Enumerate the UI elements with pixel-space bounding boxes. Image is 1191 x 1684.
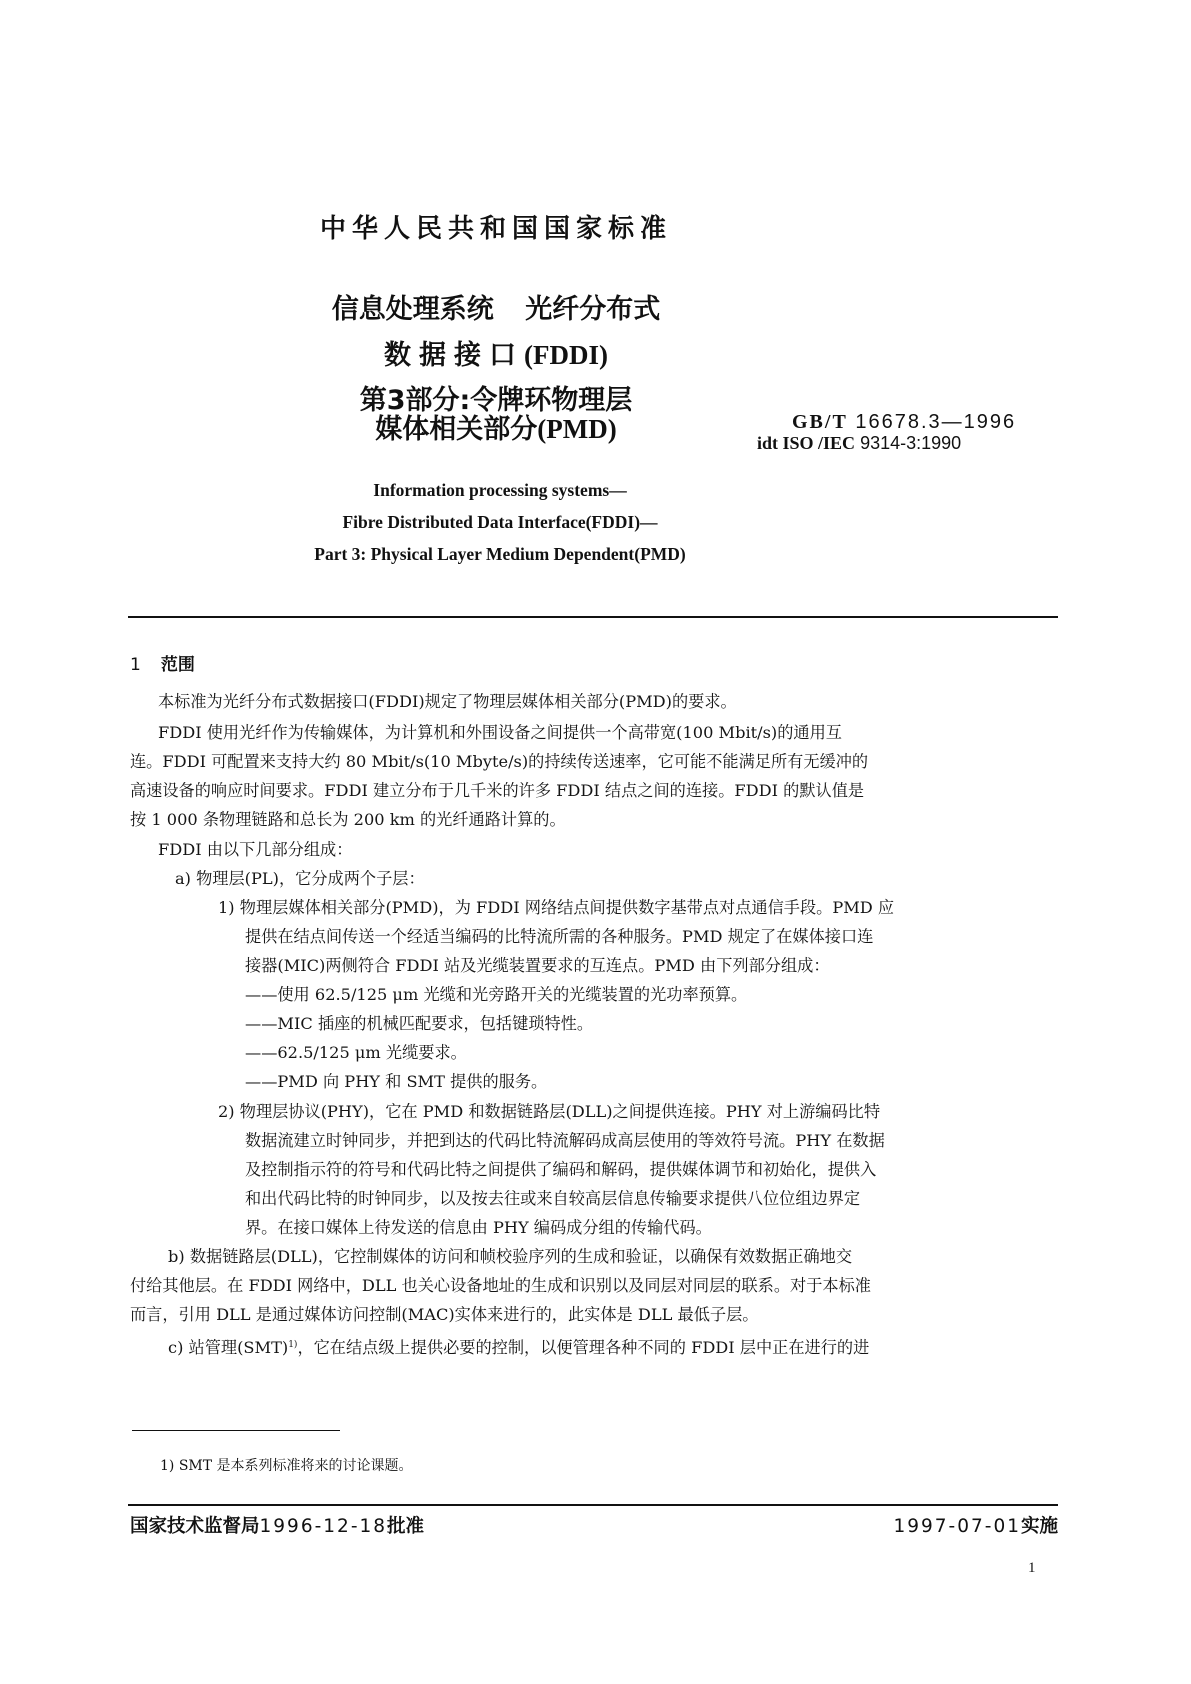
title-en-line2: Fibre Distributed Data Interface(FDDI)— [342, 512, 658, 532]
idt-prefix: idt ISO /IEC [757, 433, 856, 453]
paragraph-line: 提供在结点间传送一个经适当编码的比特流所需的各种服务。PMD 规定了在媒体接口连 [245, 927, 874, 946]
paragraph-line: 按 1 000 条物理链路和总长为 200 km 的光纤通路计算的。 [130, 810, 566, 829]
title-cn-line2-latin: (FDDI) [524, 340, 608, 370]
gb-number: 16678.3—1996 [855, 411, 1017, 433]
approval-date: 1996-12-18 [259, 1516, 388, 1537]
effective-date: 1997-07-01 [893, 1516, 1021, 1537]
title-cn-line4-latin: (PMD) [537, 414, 617, 444]
section-number: 1 [130, 655, 141, 675]
title-cn-line2-cn: 数据接口 [384, 340, 524, 371]
paragraph-line: FDDI 由以下几部分组成： [158, 840, 353, 859]
dash-item: ——PMD 向 PHY 和 SMT 提供的服务。 [245, 1072, 548, 1091]
list-item-c-start: c) 站管理(SMT) [168, 1338, 289, 1357]
paragraph-line: 付给其他层。在 FDDI 网络中，DLL 也关心设备地址的生成和识别以及同层对同层的联系。对于本标准 [130, 1276, 871, 1295]
page-number: 1 [1028, 1560, 1036, 1576]
dash-item: ——MIC 插座的机械匹配要求，包括键琐特性。 [245, 1014, 594, 1033]
paragraph-line: 本标准为光纤分布式数据接口(FDDI)规定了物理层媒体相关部分(PMD)的要求。 [158, 692, 737, 711]
list-item-a1: 1) 物理层媒体相关部分(PMD)，为 FDDI 网络结点间提供数字基带点对点通信手段。PMD 应 [218, 898, 895, 917]
list-item-c-rest: ，它在结点级上提供必要的控制，以便管理各种不同的 FDDI 层中正在进行的进 [297, 1338, 870, 1357]
dash-item: ——使用 62.5/125 μm 光缆和光旁路开关的光缆装置的光功率预算。 [245, 985, 748, 1004]
title-en-line1: Information processing systems— [373, 480, 627, 500]
list-item-a2: 2) 物理层协议(PHY)，它在 PMD 和数据链路层(DLL)之间提供连接。PHY 对上游编码比特 [218, 1102, 881, 1121]
effective-info [893, 1512, 1058, 1538]
paragraph-line: 高速设备的响应时间要求。FDDI 建立分布于几千米的许多 FDDI 结点之间的连接。FDDI 的默认值是 [130, 781, 865, 800]
paragraph-line: 界。在接口媒体上待发送的信息由 PHY 编码成分组的传输代码。 [245, 1218, 712, 1237]
paragraph-line: 接器(MIC)两侧符合 FDDI 站及光缆装置要求的互连点。PMD 由下列部分组成： [245, 956, 830, 975]
gb-standard-code [792, 411, 1016, 434]
list-item-b: b) 数据链路层(DLL)，它控制媒体的访问和帧校验序列的生成和验证，以确保有效数据正确地交 [168, 1247, 853, 1266]
section-heading [130, 650, 195, 675]
title-cn-line4 [316, 414, 676, 445]
approval-label: 批准 [387, 1516, 425, 1537]
footnote-reference[interactable]: 1) [288, 1340, 298, 1350]
effective-label: 实施 [1020, 1516, 1058, 1537]
paragraph-line: 和出代码比特的时钟同步，以及按去往或来自较高层信息传输要求提供八位位组边界定 [245, 1189, 861, 1208]
idt-standard-code [757, 433, 961, 454]
title-cn-line3: 第3部分:令牌环物理层 [359, 385, 633, 416]
title-en-line3: Part 3: Physical Layer Medium Dependent(PMD) [314, 544, 686, 564]
footer-divider [128, 1504, 1058, 1506]
paragraph-line: 连。FDDI 可配置来支持大约 80 Mbit/s(10 Mbyte/s)的持续传送速率，它可能不能满足所有无缓冲的 [130, 752, 869, 771]
section-title: 范围 [160, 655, 195, 675]
paragraph-line: 及控制指示符的符号和代码比特之间提供了编码和解码，提供媒体调节和初始化，提供入 [245, 1160, 877, 1179]
idt-number: 9314-3:1990 [860, 433, 962, 453]
header-divider [128, 616, 1058, 618]
title-cn-line1: 信息处理系统 光纤分布式 [331, 294, 661, 325]
list-item-a: a) 物理层(PL)，它分成两个子层： [175, 869, 425, 888]
title-cn-line2 [296, 340, 696, 371]
paragraph-line: FDDI 使用光纤作为传输媒体，为计算机和外围设备之间提供一个高带宽(100 Mbit/s)的通用互 [158, 723, 842, 742]
dash-item: ——62.5/125 μm 光缆要求。 [245, 1043, 467, 1062]
standard-type-heading: 中华人民共和国国家标准 [319, 214, 672, 244]
footnote-divider [132, 1430, 340, 1431]
footnote: 1) SMT 是本系列标准将来的讨论课题。 [160, 1458, 413, 1474]
approval-info [130, 1512, 424, 1538]
title-cn-line4-cn: 媒体相关部分 [375, 414, 538, 445]
approver: 国家技术监督局 [130, 1516, 260, 1537]
list-item-c [168, 1331, 869, 1363]
paragraph-line: 而言，引用 DLL 是通过媒体访问控制(MAC)实体来进行的，此实体是 DLL 最低子层。 [130, 1305, 759, 1324]
gb-prefix: GB/T [792, 411, 848, 433]
paragraph-line: 数据流建立时钟同步，并把到达的代码比特流解码成高层使用的等效符号流。PHY 在数据 [245, 1131, 885, 1150]
